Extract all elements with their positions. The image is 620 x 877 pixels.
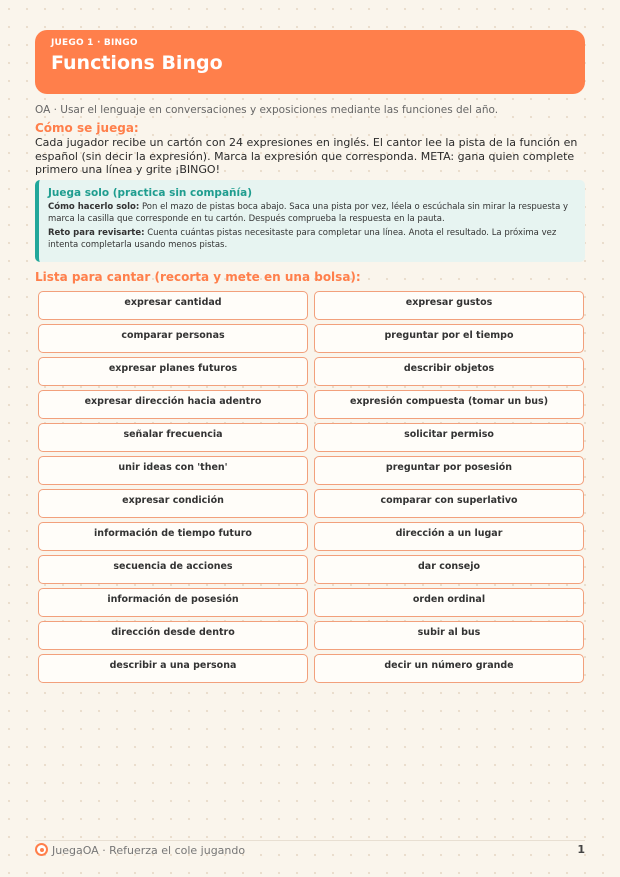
game-header — [35, 30, 585, 94]
solo-how-paragraph — [48, 202, 575, 225]
call-card: dirección a un lugar — [314, 522, 584, 551]
footer-divider — [35, 840, 585, 841]
call-card: decir un número grande — [314, 654, 584, 683]
solo-challenge-text: Cuenta cuántas pistas necesitaste para completar una línea. Anota el resultado. La próxima vez intenta completarla usando menos pistas. — [48, 228, 557, 250]
call-card: describir a una persona — [38, 654, 308, 683]
call-list-grid — [38, 291, 583, 683]
call-card: señalar frecuencia — [38, 423, 308, 452]
how-to-play-text: Cada jugador recibe un cartón con 24 expresiones en inglés. El cantor lee la pista de la función en español (sin decir la expresión). Marca la expresión que corresponda. META: gana quien complete primero una línea y grite ¡BINGO! — [35, 136, 578, 176]
call-card: preguntar por posesión — [314, 456, 584, 485]
call-card: expresión compuesta (tomar un bus) — [314, 390, 584, 419]
page-number: 1 — [577, 843, 585, 856]
call-card: subir al bus — [314, 621, 584, 650]
call-card: información de tiempo futuro — [38, 522, 308, 551]
call-card: comparar con superlativo — [314, 489, 584, 518]
call-list-heading: Lista para cantar (recorta y mete en una bolsa): — [35, 270, 361, 284]
call-card: describir objetos — [314, 357, 584, 386]
call-card: expresar gustos — [314, 291, 584, 320]
call-card: expresar dirección hacia adentro — [38, 390, 308, 419]
call-card: información de posesión — [38, 588, 308, 617]
how-to-play-heading: Cómo se juega: — [35, 121, 139, 135]
call-card: dar consejo — [314, 555, 584, 584]
solo-how-text: Pon el mazo de pistas boca abajo. Saca una pista por vez, léela o escúchala sin mirar la respuesta y marca la casilla que corresponde en tu cartón. Después comprueba la respuesta en la pauta. — [48, 202, 569, 224]
solo-how-label: Cómo hacerlo solo: — [48, 202, 140, 212]
call-card: comparar personas — [38, 324, 308, 353]
solo-challenge-paragraph — [48, 228, 575, 251]
call-card: expresar condición — [38, 489, 308, 518]
call-card: expresar cantidad — [38, 291, 308, 320]
call-card: unir ideas con 'then' — [38, 456, 308, 485]
solo-play-box — [35, 180, 585, 262]
call-card: dirección desde dentro — [38, 621, 308, 650]
solo-challenge-label: Reto para revisarte: — [48, 228, 145, 238]
call-card: solicitar permiso — [314, 423, 584, 452]
solo-play-heading: Juega solo (practica sin compañía) — [48, 187, 252, 199]
call-card: preguntar por el tiempo — [314, 324, 584, 353]
footer-brand: JuegaOA · Refuerza el cole jugando — [52, 844, 246, 857]
brand-logo-icon — [35, 843, 48, 856]
call-card: orden ordinal — [314, 588, 584, 617]
call-card: expresar planes futuros — [38, 357, 308, 386]
game-kicker: JUEGO 1 · BINGO — [51, 38, 138, 48]
game-title: Functions Bingo — [51, 52, 223, 74]
page-footer — [35, 843, 585, 857]
learning-objective: OA · Usar el lenguaje en conversaciones y exposiciones mediante las funciones del año. — [35, 104, 499, 116]
call-card: secuencia de acciones — [38, 555, 308, 584]
